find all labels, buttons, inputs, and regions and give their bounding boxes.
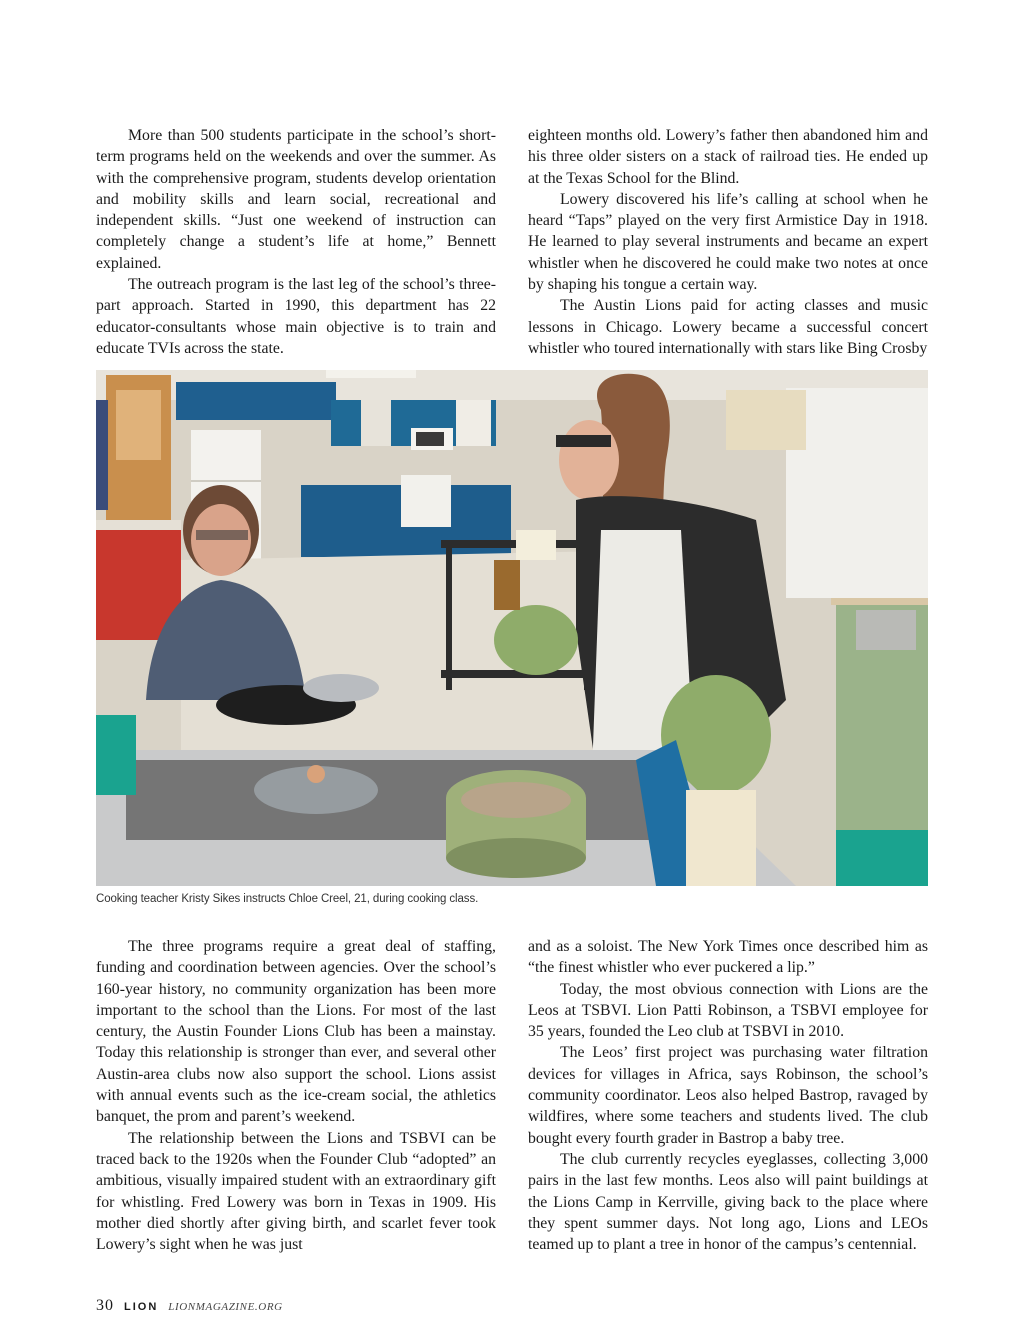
paragraph: More than 500 students participate in the school’s short-term programs held on the weekends and over the summer. As with the comprehensive program, students develop orientation and mobility skills and learn social, recreational and independent skills. “Just one weekend of instruction can completely change a student’s life at home,” Bennett explained. — [96, 127, 496, 272]
article-column-bottom-right — [528, 936, 928, 1255]
page-number: 30 — [96, 1297, 114, 1314]
paragraph: The Austin Lions paid for acting classes and music lessons in Chicago. Lowery became a successful concert whistler who toured internationally with stars like Bing Crosby — [528, 297, 928, 357]
paragraph: The three programs require a great deal of staffing, funding and coordination between agencies. Over the school’s 160-year history, no community organization has been more important to the school than the Lions. For most of the last century, the Austin Founder Lions Club has been a mainstay. Today this relationship is stronger than ever, and several other Austin-area clubs now also support the school. Lions assist with annual events such as the ice-cream social, the athletics banquet, the prom and parent’s weekend. — [96, 938, 496, 1126]
paragraph: The outreach program is the last leg of the school’s three-part approach. Started in 1990, this department has 22 educator-consultants whose main objective is to train and educate TVIs across the state. — [96, 276, 496, 357]
paragraph: The club currently recycles eyeglasses, collecting 3,000 pairs in the last few months. Leos also will paint buildings at the Lions Camp in Kerrville, giving back to the place where they spent summer days. Not long ago, Lions and LEOs teamed up to plant a tree in honor of the campus’s centennial. — [528, 1150, 928, 1254]
magazine-url: LIONMAGAZINE.ORG — [168, 1301, 283, 1313]
magazine-brand: LION — [124, 1301, 159, 1313]
page-footer — [96, 1297, 283, 1315]
paragraph: The relationship between the Lions and TSBVI can be traced back to the 1920s when the Founder Club “adopted” an ambitious, visually impaired student with an extraordinary gift for whistling. Fred Lowery was born in Texas in 1909. His mother died shortly after giving birth, and scarlet fever took Lowery’s sight when he was just — [96, 1129, 496, 1254]
article-column-bottom-left — [96, 936, 496, 1255]
paragraph: eighteen months old. Lowery’s father then abandoned him and his three older sisters on a stack of railroad ties. He ended up at the Texas School for the Blind. — [528, 127, 928, 187]
cooking-class-photo — [96, 370, 928, 886]
paragraph: Today, the most obvious connection with Lions are the Leos at TSBVI. Lion Patti Robinson, a TSBVI employee for 35 years, founded the Leo club at TSBVI in 2010. — [528, 980, 928, 1041]
paragraph: The Leos’ first project was purchasing water filtration devices for villages in Africa, says Robinson, the school’s community coordinator. Leos also helped Bastrop, ravaged by wildfires, where some teachers and students lived. The club bought every fourth grader in Bastrop a baby tree. — [528, 1044, 928, 1147]
photo-caption: Cooking teacher Kristy Sikes instructs Chloe Creel, 21, during cooking class. — [96, 893, 479, 905]
article-column-top-left — [96, 125, 496, 359]
paragraph: Lowery discovered his life’s calling at school when he heard “Taps” played on the very first Armistice Day in 1918. He learned to play several instruments and became an expert whistler when he discovered he could make two notes at once by shaping his tongue a certain way. — [528, 190, 928, 294]
article-column-top-right — [528, 125, 928, 359]
paragraph: and as a soloist. The New York Times once described him as “the finest whistler who ever puckered a lip.” — [528, 938, 928, 977]
